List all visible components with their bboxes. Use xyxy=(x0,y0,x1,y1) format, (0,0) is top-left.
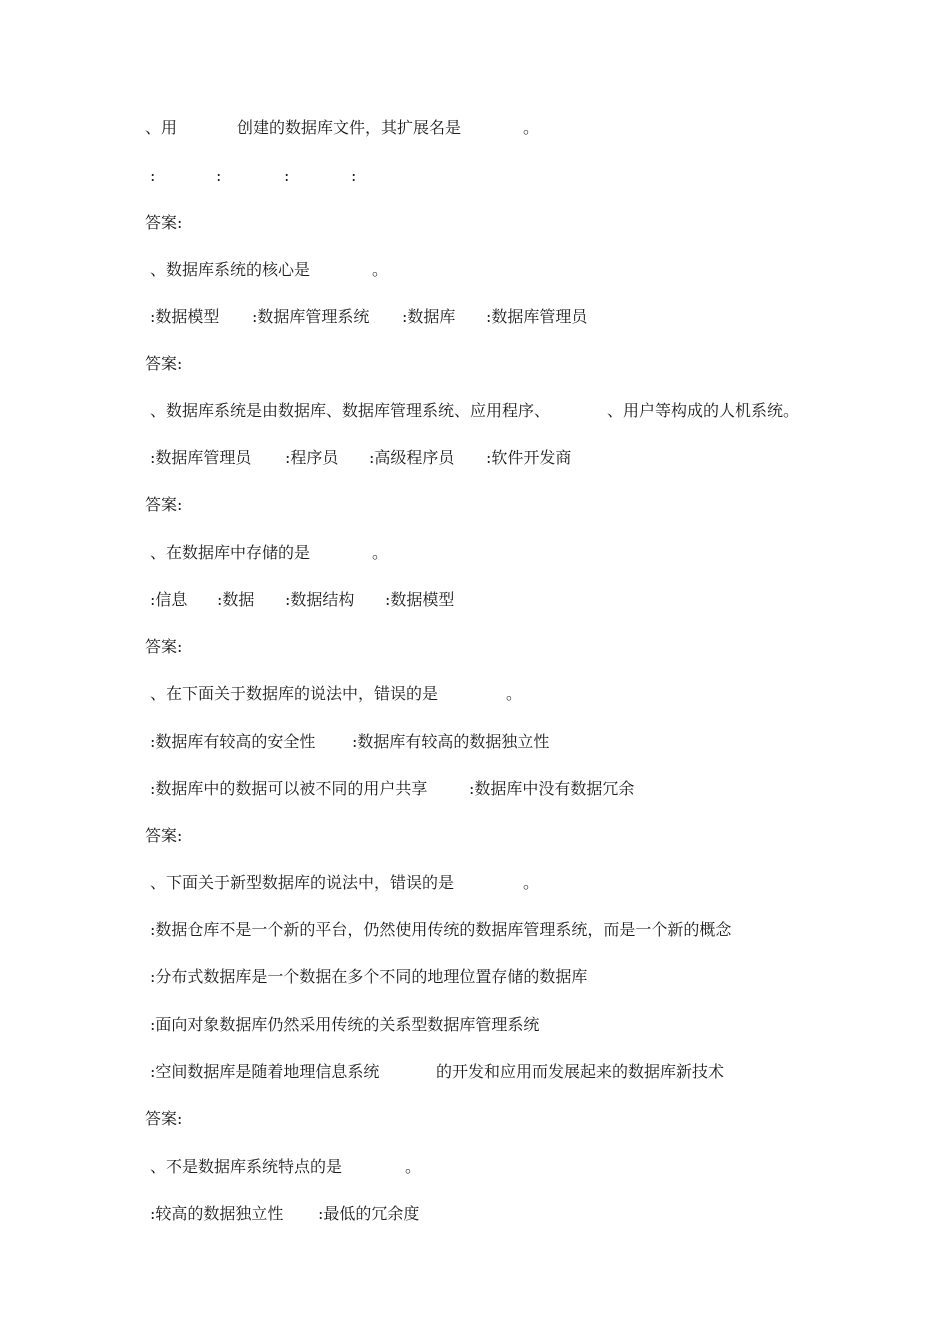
question-7-stem xyxy=(0,1152,950,1182)
question-6-options xyxy=(0,1057,950,1087)
stem-text: 。 xyxy=(405,1157,422,1176)
stem-text: 。 xyxy=(523,118,540,137)
option-b: :数据库有较高的数据独立性 xyxy=(352,732,550,751)
option-a: :数据库有较高的安全性 xyxy=(150,732,316,751)
stem-text: 、数据库系统是由数据库、数据库管理系统、应用程序、 xyxy=(150,401,551,420)
question-1-options xyxy=(0,161,950,191)
stem-text: 、数据库系统的核心是 xyxy=(150,260,311,279)
stem-text: 、下面关于新型数据库的说法中，错误的是 xyxy=(150,873,455,892)
option-d-continued: 的开发和应用而发展起来的数据库新技术 xyxy=(436,1062,725,1081)
option-d: :数据库中没有数据冗余 xyxy=(469,779,635,798)
answer-label: 答案: xyxy=(145,637,183,656)
option-b: : xyxy=(216,166,222,185)
option-c: :数据库中的数据可以被不同的用户共享 xyxy=(150,779,428,798)
stem-text: 、不是数据库系统特点的是 xyxy=(150,1157,343,1176)
question-1-stem xyxy=(0,113,950,143)
stem-text: 。 xyxy=(372,260,389,279)
option-b: :程序员 xyxy=(285,448,339,467)
option-d: :数据模型 xyxy=(385,590,455,609)
option-a: : xyxy=(150,166,156,185)
stem-text: 、在下面关于数据库的说法中，错误的是 xyxy=(150,684,439,703)
question-6-answer xyxy=(0,1104,950,1134)
answer-label: 答案: xyxy=(145,1109,183,1128)
stem-text: 。 xyxy=(523,873,540,892)
stem-text: 。 xyxy=(506,684,523,703)
option-a: :较高的数据独立性 xyxy=(150,1204,284,1223)
question-5-options xyxy=(0,774,950,804)
stem-text: 。 xyxy=(372,543,389,562)
option-a: :数据仓库不是一个新的平台，仍然使用传统的数据库管理系统，而是一个新的概念 xyxy=(150,920,732,939)
option-a: :数据模型 xyxy=(150,307,220,326)
answer-label: 答案: xyxy=(145,495,183,514)
question-2-stem xyxy=(0,255,950,285)
option-c: : xyxy=(284,166,290,185)
question-2-options xyxy=(0,302,950,332)
question-4-answer xyxy=(0,632,950,662)
question-3-options xyxy=(0,443,950,473)
option-c: :数据结构 xyxy=(285,590,355,609)
option-b: :最低的冗余度 xyxy=(318,1204,420,1223)
option-d: :数据库管理员 xyxy=(486,307,588,326)
option-b: :数据库管理系统 xyxy=(252,307,370,326)
option-d: :软件开发商 xyxy=(486,448,572,467)
stem-text: 、在数据库中存储的是 xyxy=(150,543,311,562)
question-6-options xyxy=(0,1010,950,1040)
answer-label: 答案: xyxy=(145,354,183,373)
question-7-options xyxy=(0,1199,950,1229)
stem-text: 、用户等构成的人机系统。 xyxy=(607,401,800,420)
question-3-stem xyxy=(0,396,950,426)
option-c: :面向对象数据库仍然采用传统的关系型数据库管理系统 xyxy=(150,1015,540,1034)
question-6-stem xyxy=(0,868,950,898)
answer-label: 答案: xyxy=(145,213,183,232)
question-5-answer xyxy=(0,821,950,851)
option-c: :数据库 xyxy=(402,307,456,326)
option-a: :数据库管理员 xyxy=(150,448,252,467)
question-4-options xyxy=(0,585,950,615)
option-c: :高级程序员 xyxy=(369,448,455,467)
question-5-stem xyxy=(0,679,950,709)
stem-text: 、用 xyxy=(145,118,178,137)
option-a: :信息 xyxy=(150,590,188,609)
stem-text: 创建的数据库文件，其扩展名是 xyxy=(237,118,462,137)
question-3-answer xyxy=(0,490,950,520)
option-b: :分布式数据库是一个数据在多个不同的地理位置存储的数据库 xyxy=(150,967,588,986)
question-6-options xyxy=(0,915,950,945)
option-d: : xyxy=(351,166,357,185)
question-1-answer xyxy=(0,208,950,238)
question-4-stem xyxy=(0,538,950,568)
question-6-options xyxy=(0,962,950,992)
question-2-answer xyxy=(0,349,950,379)
option-d: :空间数据库是随着地理信息系统 xyxy=(150,1062,380,1081)
question-5-options xyxy=(0,727,950,757)
answer-label: 答案: xyxy=(145,826,183,845)
option-b: :数据 xyxy=(217,590,255,609)
